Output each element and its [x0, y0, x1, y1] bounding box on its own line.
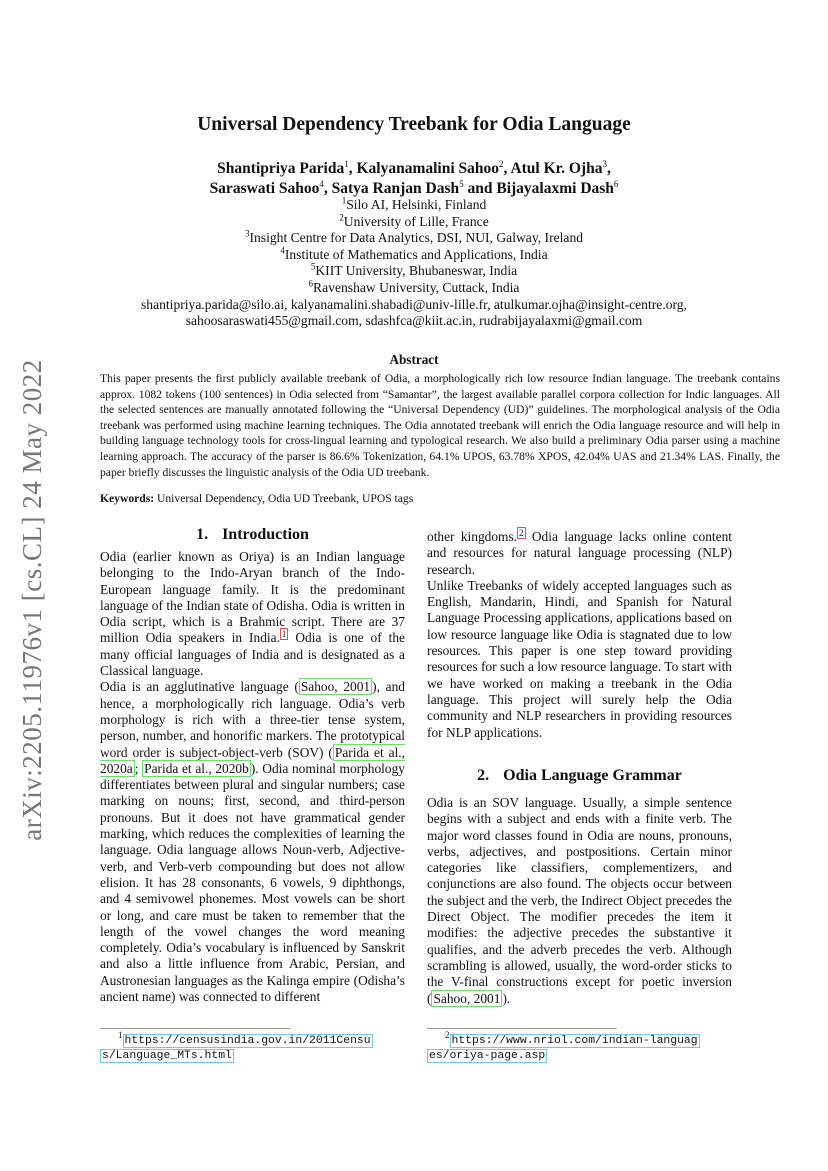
paragraph [100, 679, 405, 1005]
text-run: Odia language lacks online content and resources for natural language processing (NLP) research. [427, 529, 732, 577]
text-run: ; [134, 760, 143, 776]
author-name: Saraswati Sahoo [209, 180, 320, 197]
footnote-url[interactable]: es/oriya-page.asp [429, 1050, 546, 1062]
affil-text: University of Lille, France [343, 213, 489, 229]
affiliation-list [0, 197, 828, 330]
affil-text: Ravenshaw University, Cuttack, India [313, 279, 520, 295]
keywords-text: Universal Dependency, Odia UD Treebank, UPOS tags [157, 492, 414, 505]
footnote-url[interactable]: s/Language_MTs.html [102, 1050, 232, 1062]
author-affil-mark: 3 [602, 158, 607, 169]
text-run: Odia (earlier known as Oriya) is an Indian language belonging to the Indo-Aryan branch of the Indo-European language family. It is the predominant language of the Indian state of Odisha. Odia is written in Odia script, which is a Brahmic script. There are 37 million Odia speakers in India. [100, 549, 405, 646]
footnote-url[interactable]: https://censusindia.gov.in/2011Censu [124, 1035, 371, 1047]
author-affil-mark: 2 [499, 158, 504, 169]
section-title: Odia Language Grammar [503, 767, 682, 784]
affiliation [0, 280, 828, 297]
footnote-link-2[interactable]: 2 [519, 527, 524, 538]
affil-mark: 6 [308, 278, 314, 289]
author-line-2: Saraswati Sahoo$^4$, Satya Ranjan Dash$^5$ and Bijayalaxmi Dash$^6$ [209, 178, 619, 197]
paragraph [100, 549, 405, 679]
keywords [100, 492, 780, 505]
keywords-label: Keywords: [100, 492, 155, 505]
arxiv-identifier: arXiv:2205.11976v1 [cs.CL] 24 May 2022 [17, 359, 47, 841]
affil-mark: 4 [280, 245, 285, 256]
affiliation [0, 247, 828, 264]
text-run: Odia is an SOV language. Usually, a simple sentence begins with a subject and ends with a finite verb. The major word classes found in Odia are nouns, pronouns, verbs, adjectives, and postpositions. Certain minor categories like classifiers, complementizers, and conjunctions are also found. The objects occur between the subject and the verb, the Indirect Object precedes the Direct Object. The modifier precedes the item it modifies: the adjective precedes the substantive it qualifies, and the adverb precedes the verb. Although scrambling is allowed, usually, the word-order sticks to the V-final constructions except for poetic inversion ( [427, 795, 732, 1006]
citation-link[interactable]: Sahoo, 2001 [433, 990, 501, 1006]
author-list [0, 159, 828, 199]
text-run: Odia is an agglutinative language ( [100, 679, 299, 695]
author-affil-mark: 4 [319, 178, 324, 189]
author-affil-mark: 6 [613, 178, 619, 189]
citation-link[interactable]: Parida et al., 2020a [100, 744, 405, 776]
citation-link[interactable]: Sahoo, 2001 [300, 679, 371, 695]
affil-text: Insight Centre for Data Analytics, DSI, NUI, Galway, Ireland [249, 230, 584, 246]
footnote-mark: 1 [118, 1030, 123, 1041]
author-name: Satya Ranjan Dash [331, 180, 460, 197]
author-name: Bijayalaxmi Dash [496, 180, 614, 197]
paragraph [427, 795, 732, 1007]
footnote-rule [427, 1028, 617, 1029]
affil-mark: 1 [341, 195, 347, 206]
section-title: Introduction [222, 526, 309, 543]
citation-link[interactable]: Parida et al., 2020b [144, 760, 249, 776]
affiliation [0, 214, 828, 231]
abstract-heading: Abstract [389, 352, 439, 367]
section-number: 2. [477, 767, 490, 784]
left-column-body [100, 549, 405, 1005]
author-affil-mark: 5 [459, 178, 464, 189]
footnote-2 [427, 1030, 737, 1064]
text-run: ). [502, 990, 511, 1006]
footnote-1 [100, 1030, 410, 1064]
affil-mark: 3 [244, 228, 250, 239]
footnote-link-1[interactable]: 1 [281, 629, 287, 640]
text-run: Odia is one of the many official languages of India and is designated as a Classical language. [100, 630, 405, 679]
author-name: Kalyanamalini Sahoo [356, 160, 500, 177]
right-column-body-top [427, 529, 732, 741]
affiliation [0, 263, 828, 280]
author-name: Shantipriya Parida [217, 160, 345, 177]
email-line: sahoosaraswati455@gmail.com, sdashfca@kiit.ac.in, rudrabijayalaxmi@gmail.com [185, 313, 643, 329]
section-number: 1. [196, 526, 209, 543]
text-run: other kingdoms. [427, 529, 518, 544]
text-run: ), and hence, a morphologically rich language. Odia’s verb morphology is rich with a three-tier tense system, person, number, and honorific markers. The prototypical word order is subject-object-verb (SOV) ( [100, 679, 405, 760]
section-heading-grammar [427, 767, 732, 785]
affiliation [0, 197, 828, 214]
footnote-mark: 2 [445, 1030, 450, 1041]
author-affil-mark: 1 [344, 158, 349, 169]
section-heading-introduction [100, 526, 405, 544]
affil-mark: 5 [310, 261, 316, 272]
footnote-rule [100, 1028, 290, 1029]
author-line-1: Shantipriya Parida$^1$, Kalyanamalini Sahoo$^2$, Atul Kr. Ojha$^3$, [217, 158, 611, 177]
affiliation [0, 230, 828, 247]
affil-mark: 2 [339, 212, 344, 223]
email-line: shantipriya.parida@silo.ai, kalyanamalini.shabadi@univ-lille.fr, atulkumar.ojha@insight-centre.org, [140, 296, 687, 312]
text-run: ). Odia nominal morphology differentiates between plural and singular numbers; case marking on nouns; first, second, and third-person pronouns. But it does not have grammatical gender marking, which reduces the complexities of learning the language. Odia language allows Noun-verb, Adjective-verb, and Verb-verb compounding but does not allow elision. It has 28 consonants, 6 vowels, 9 diphthongs, and 4 semivowel phonemes. Most vowels can be short or long, and care must be taken to remember that the length of the vowel changes the word meaning completely. Odia’s vocabulary is influenced by Sanskrit and also a little influence from Arabic, Persian, and Austronesian languages as the Kalinga empire (Odisha’s ancient name) was connected to different [100, 760, 405, 1005]
affil-text: KIIT University, Bhubaneswar, India [315, 263, 518, 279]
affil-text: Silo AI, Helsinki, Finland [346, 197, 487, 212]
paragraph: Unlike Treebanks of widely accepted languages such as English, Mandarin, Hindi, and Spanish for Natural Language Processing applications, applications based on low resource language like Odia is stagnated due to low resources. This paper is one step toward providing resources for such a low resource language. To start with we have worked on making a treebank in the Odia language. This project will surely help the Odia community and NLP researchers in providing resources for NLP applications. [427, 577, 732, 740]
paragraph [427, 529, 732, 578]
abstract-text: This paper presents the first publicly available treebank of Odia, a morphologically rich low resource Indian language. The treebank contains approx. 1082 tokens (100 sentences) in Odia selected from “Samantar”, the largest available parallel corpora collection for Indic languages. All the selected sentences are manually annotated following the “Universal Dependency (UD)” guidelines. The morphological analysis of the Odia treebank was performed using machine learning techniques. The Odia annotated treebank will enrich the Odia language resource and will help in building language technology tools for cross-lingual learning and typological research. We also build a preliminary Odia parser using a machine learning approach. The accuracy of the parser is 86.6% Tokenization, 64.1% UPOS, 63.78% XPOS, 42.04% UAS and 21.34% LAS. Finally, the paper briefly discusses the linguistic analysis of the Odia UD treebank. [100, 372, 780, 479]
paper-title: Universal Dependency Treebank for Odia Language [197, 114, 631, 135]
right-column-body-bottom [427, 795, 732, 1007]
author-name: Atul Kr. Ojha [510, 160, 603, 177]
affil-text: Institute of Mathematics and Applications, India [284, 246, 548, 262]
footnote-url[interactable]: https://www.nriol.com/indian-languag [451, 1035, 698, 1047]
